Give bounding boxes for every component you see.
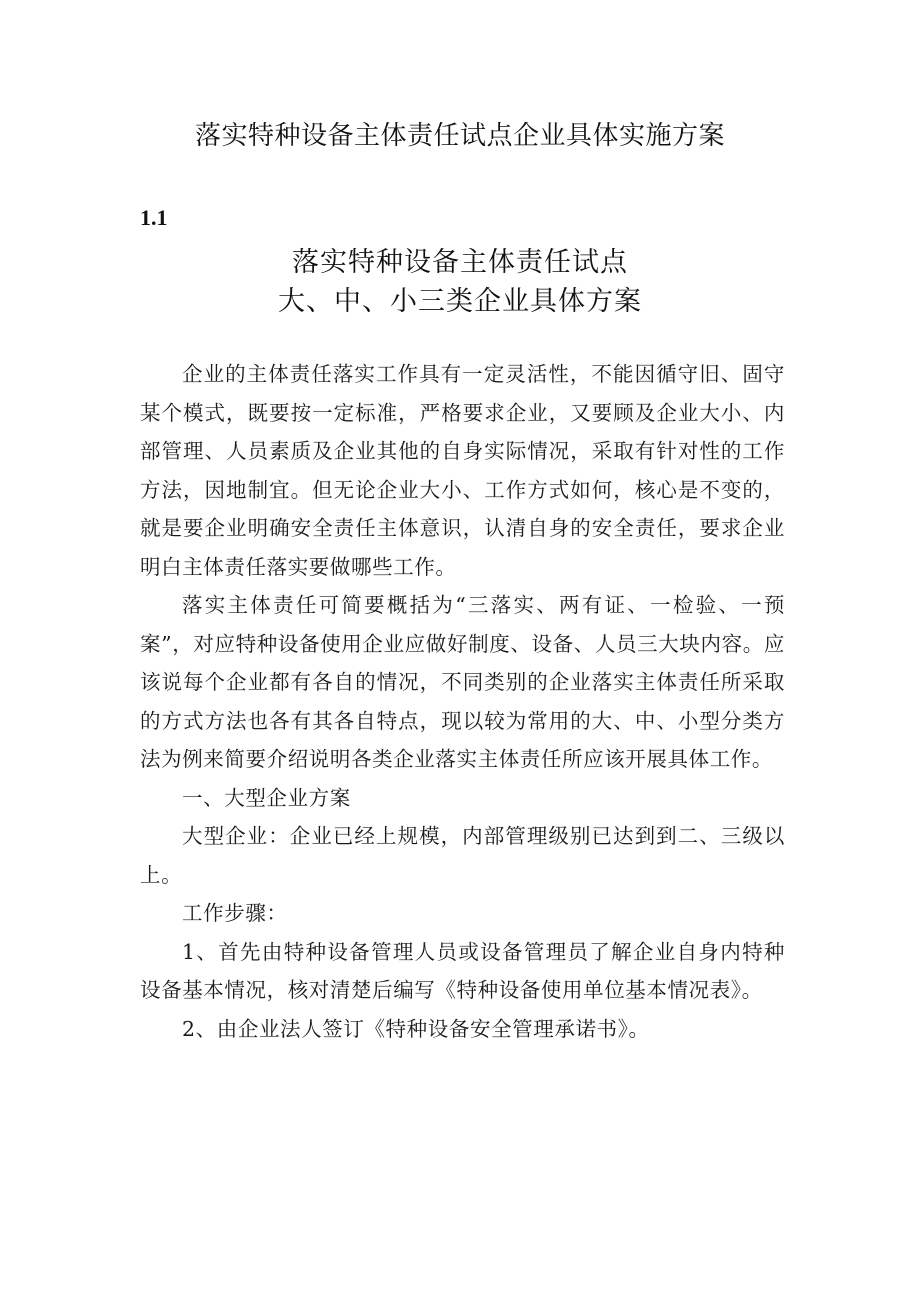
step-2: 2、由企业法人签订《特种设备安全管理承诺书》。 xyxy=(182,1016,650,1041)
heading-work-steps: 工作步骤： xyxy=(182,901,288,925)
subtitle-line-1: 落实特种设备主体责任试点 xyxy=(292,247,628,278)
paragraph-summary: 落实主体责任可简要概括为“三落实、两有证、一检验、一预案”，对应特种设备使用企业应做好制度、设备、人员三大块内容。应该说每个企业都有各自的情况，不同类别的企业落实主体责任所采取的方式方法也各有其各自特点，现以较为常用的大、中、小型分类方法为例来简要介绍说明各类企业落实主体责任所应该开展具体工作。 xyxy=(140,593,785,771)
paragraph-intro: 企业的主体责任落实工作具有一定灵活性，不能因循守旧、固守某个模式，既要按一定标准，严格要求企业，又要顾及企业大小、内部管理、人员素质及企业其他的自身实际情况，采取有针对性的工作方法，因地制宜。但无论企业大小、工作方式如何，核心是不变的，就是要企业明确安全责任主体意识，认清自身的安全责任，要求企业明白主体责任落实要做哪些工作。 xyxy=(140,362,785,579)
subtitle-line-2: 大、中、小三类企业具体方案 xyxy=(278,286,642,317)
document-body xyxy=(140,355,785,1048)
heading-large-enterprise: 一、大型企业方案 xyxy=(182,785,351,810)
section-number: 1.1 xyxy=(140,205,168,230)
paragraph-large-enterprise-definition: 大型企业：企业已经上规模，内部管理级别已达到到二、三级以上。 xyxy=(140,824,785,887)
step-1: 1、首先由特种设备管理人员或设备管理员了解企业自身内特种设备基本情况，核对清楚后编写《特种设备使用单位基本情况表》。 xyxy=(140,939,785,1002)
document-title: 落实特种设备主体责任试点企业具体实施方案 xyxy=(194,121,725,151)
